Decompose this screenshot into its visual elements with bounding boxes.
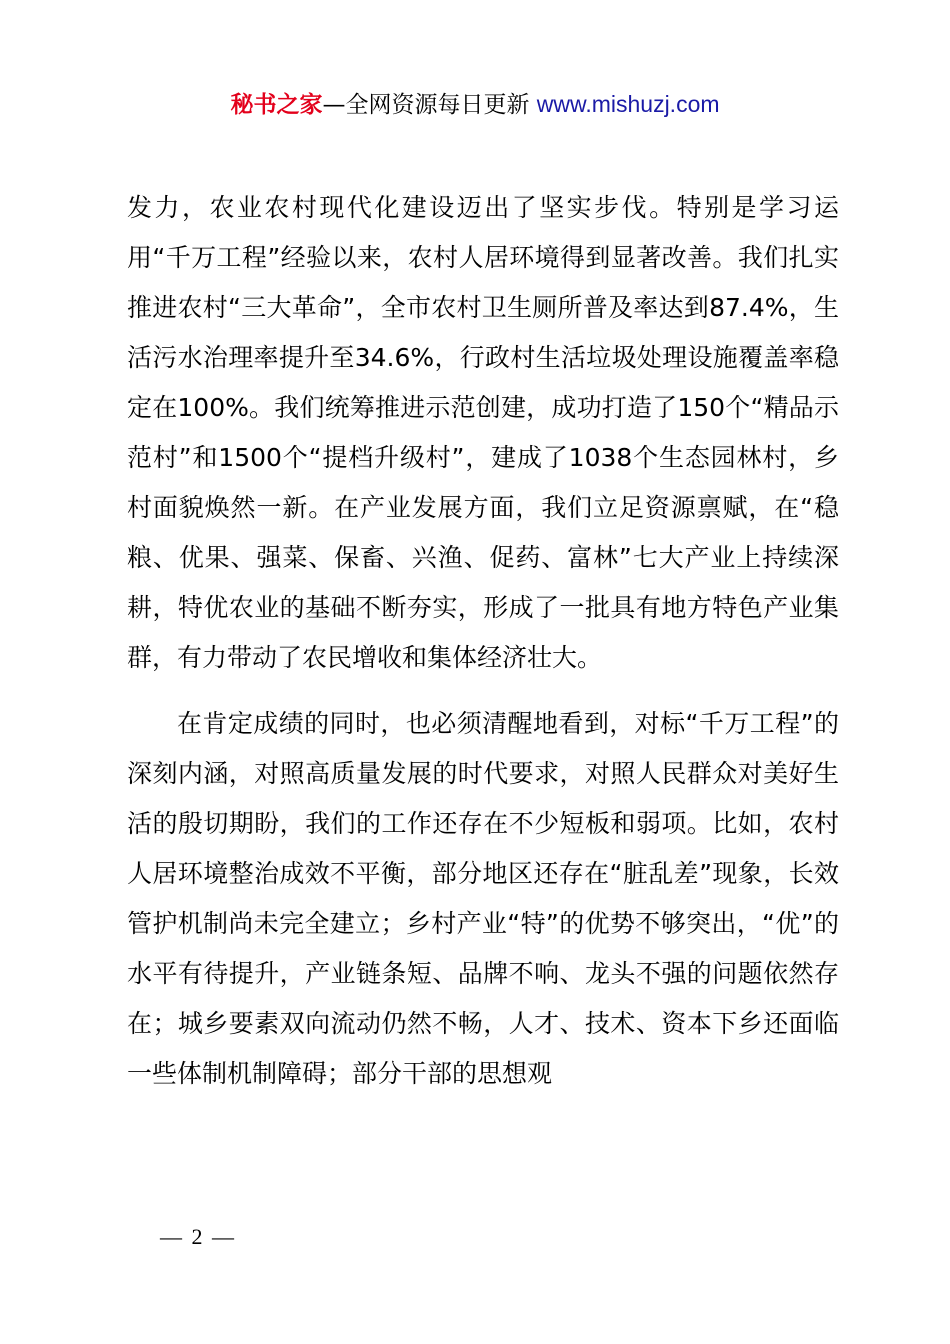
site-header xyxy=(0,88,950,121)
paragraph-continued: 发力，农业农村现代化建设迈出了坚实步伐。特别是学习运用“千万工程”经验以来，农村人居环境得到显著改善。我们扎实推进农村“三大革命”，全市农村卫生厕所普及率达到87.4%，生活污水治理率提升至34.6%，行政村生活垃圾处理设施覆盖率稳定在100%。我们统筹推进示范创建，成功打造了150个“精品示范村”和1500个“提档升级村”，建成了1038个生态园林村，乡村面貌焕然一新。在产业发展方面，我们立足资源禀赋，在“稳粮、优果、强菜、保畜、兴渔、促药、富林”七大产业上持续深耕，特优农业的基础不断夯实，形成了一批具有地方特色产业集群，有力带动了农民增收和集体经济壮大。 xyxy=(127,193,839,672)
site-url[interactable]: www.mishuzj.com xyxy=(536,91,720,117)
brand-name: 秘书之家 xyxy=(230,92,323,118)
site-tagline: —全网资源每日更新 xyxy=(322,92,537,118)
document-body xyxy=(127,183,839,1099)
paragraph-shortcomings: 在肯定成绩的同时，也必须清醒地看到，对标“千万工程”的深刻内涵，对照高质量发展的时代要求，对照人民群众对美好生活的殷切期盼，我们的工作还存在不少短板和弱项。比如，农村人居环境整治成效不平衡，部分地区还存在“脏乱差”现象，长效管护机制尚未完全建立；乡村产业“特”的优势不够突出，“优”的水平有待提升，产业链条短、品牌不响、龙头不强的问题依然存在；城乡要素双向流动仍然不畅，人才、技术、资本下乡还面临一些体制机制障碍；部分干部的思想观 xyxy=(127,709,839,1088)
page-number: — 2 — xyxy=(160,1224,236,1249)
